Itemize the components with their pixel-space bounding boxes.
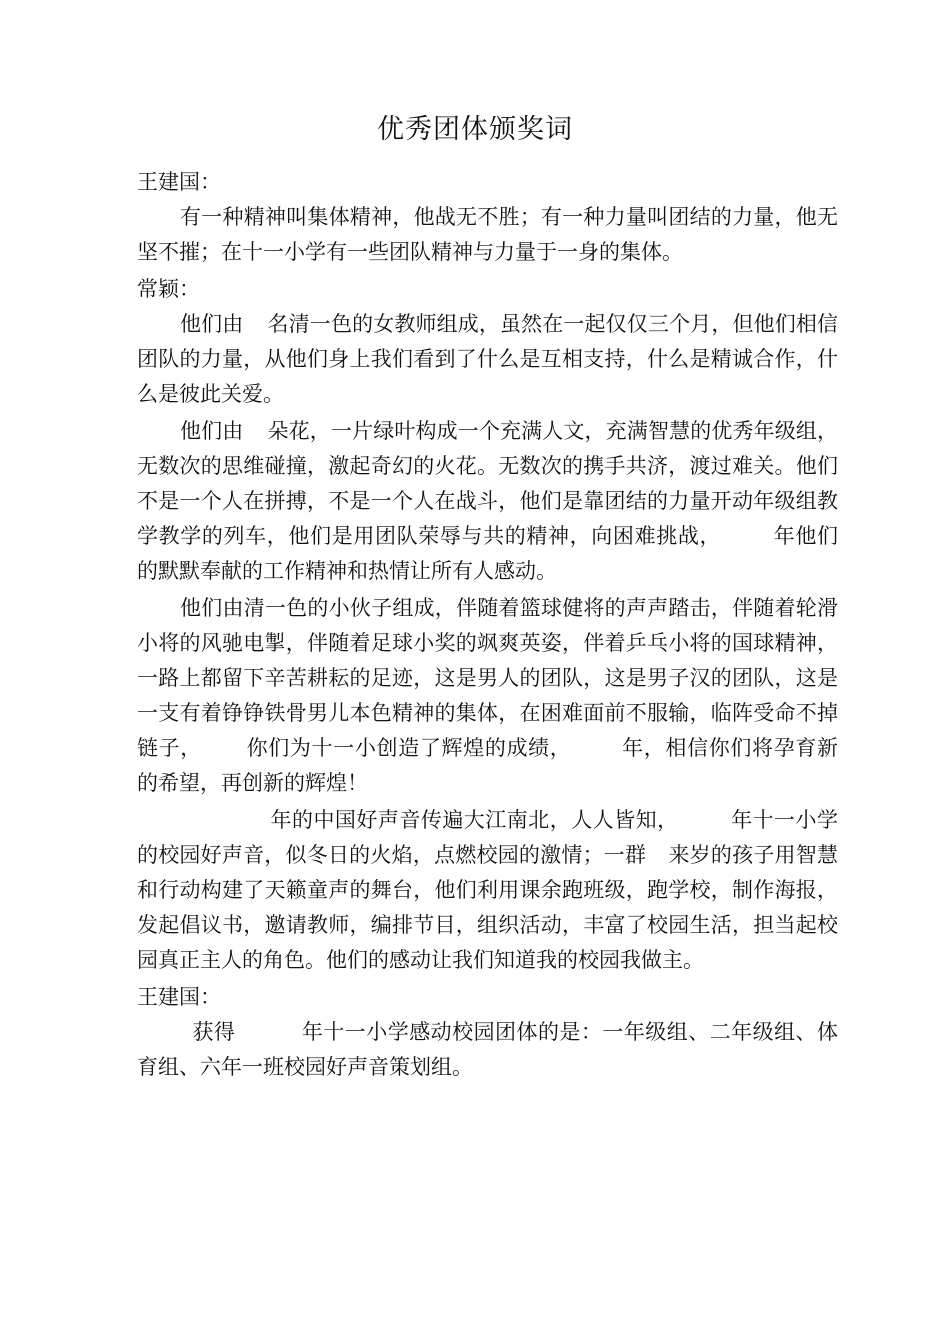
paragraph-6-text-b: 年十一小学感动校园团体的是：一年级组、二年级组、体育组、六年一班校园好声音策划组。	[137, 1020, 839, 1079]
paragraph-1-text: 有一种精神叫集体精神，他战无不胜；有一种力量叫团结的力量，他无坚不摧；在十一小学有一些团队精神与力量于一身的集体。	[137, 205, 838, 264]
paragraph-6	[137, 1015, 838, 1085]
paragraph-2-text-a: 他们由	[180, 312, 244, 336]
paragraph-3-text-b: 朵花，一片绿叶构成一个充满人文，充满智慧的优秀年级组，无数次的思维碰撞，激起奇幻的火花。无数次的携手共济，渡过难关。他们不是一个人在拼搏，不是一个人在战斗，他们是靠团结的力量开动年级组教学教学的列车，他们是用团队荣辱与共的精神，向困难挑战，	[137, 419, 839, 548]
paragraph-2-text-b: 名清一色的女教师组成，虽然在一起仅仅三个月，但他们相信团队的力量，从他们身上我们看到了什么是互相支持，什么是精诚合作，什么是彼此关爱。	[137, 312, 839, 406]
paragraph-3-text-c: 年他们的默默奉献的工作精神和热情让所有人感动。	[137, 524, 839, 583]
paragraph-5-text-c: 来岁的孩子用智慧和行动构建了天籁童声的舞台，他们利用课余跑班级，跑学校，制作海报，发起倡议书，邀请教师，编排节目，组织活动，丰富了校园生活，担当起校园真正主人的角色。他们的感动让我们知道我的校园我做主。	[137, 843, 838, 972]
paragraph-3	[137, 414, 838, 589]
paragraph-5	[137, 803, 838, 978]
document-body	[137, 165, 838, 1087]
paragraph-4-text-b: 你们为十一小创造了辉煌的成绩，	[245, 736, 572, 760]
paragraph-6-text-a: 获得	[192, 1020, 236, 1044]
paragraph-5-text-a: 年的中国好声音传遍大江南北，人人皆知，	[270, 808, 679, 832]
paragraph-1	[137, 200, 838, 270]
paragraph-2	[137, 307, 838, 412]
speaker-label-1: 王建国：	[137, 170, 221, 194]
paragraph-3-text-a: 他们由	[180, 419, 244, 443]
paragraph-4-text-a: 他们由清一色的小伙子组成，伴随着篮球健将的声声踏击，伴随着轮滑小将的风驰电掣，伴随着足球小奖的飒爽英姿，伴着乒乓小将的国球精神，一路上都留下辛苦耕耘的足迹，这是男人的团队，这是男子汉的团队，这是一支有着铮铮铁骨男儿本色精神的集体，在困难面前不服输，临阵受命不掉链子，	[137, 596, 838, 760]
paragraph-4	[137, 591, 838, 801]
speaker-label-2: 常颖：	[137, 277, 200, 301]
paragraph-4-text-c: 年，相信你们将孕育新的希望，再创新的辉煌！	[137, 736, 839, 795]
document-title: 优秀团体颁奖词	[377, 114, 573, 145]
speaker-label-3: 王建国：	[137, 985, 221, 1009]
paragraph-5-text-b: 年十一小学的校园好声音，似冬日的火焰，点燃校园的激情；一群	[137, 808, 839, 867]
